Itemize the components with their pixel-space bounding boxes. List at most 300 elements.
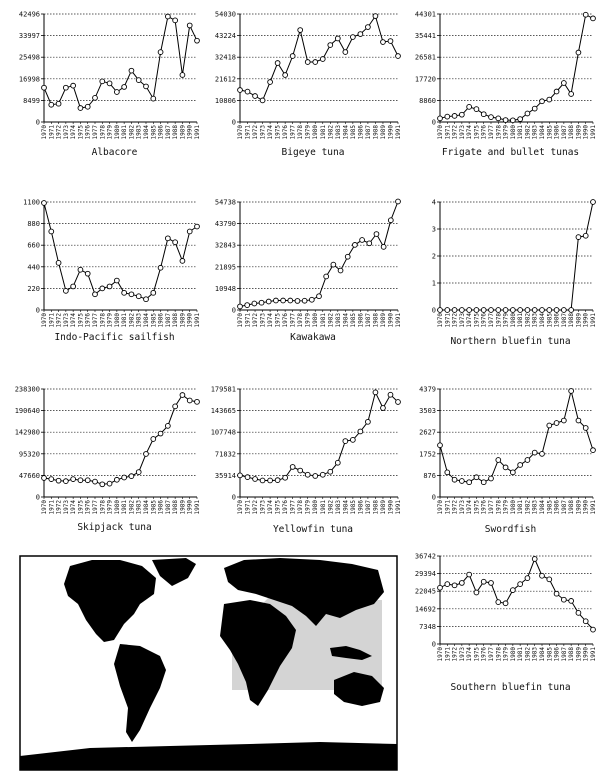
- data-point: [187, 398, 192, 403]
- x-tick-label: 1971: [48, 125, 56, 140]
- data-point: [445, 470, 450, 475]
- x-tick-label: 1989: [379, 500, 387, 515]
- data-point: [474, 590, 479, 595]
- data-point: [290, 465, 295, 470]
- data-point: [317, 294, 322, 299]
- y-tick-label: 44301: [414, 10, 436, 19]
- data-point: [151, 437, 156, 442]
- y-tick-label: 440: [27, 263, 40, 272]
- x-tick-label: 1987: [560, 125, 568, 140]
- x-tick-label: 1977: [289, 313, 297, 328]
- data-point: [459, 308, 464, 313]
- data-point: [388, 392, 393, 397]
- x-tick-label: 1982: [128, 313, 136, 328]
- data-point: [518, 308, 523, 313]
- x-tick-label: 1978: [297, 125, 305, 140]
- data-point: [373, 14, 378, 19]
- x-tick-label: 1975: [473, 313, 481, 328]
- x-tick-label: 1980: [312, 500, 320, 515]
- x-tick-label: 1974: [70, 313, 78, 328]
- x-tick-label: 1984: [539, 313, 546, 328]
- data-point: [474, 308, 479, 313]
- data-point: [63, 288, 68, 293]
- data-point: [56, 260, 61, 265]
- data-point: [583, 426, 588, 431]
- x-tick-label: 1970: [437, 125, 444, 140]
- x-tick-label: 1971: [48, 313, 56, 328]
- x-tick-label: 1988: [172, 313, 180, 328]
- data-point: [158, 50, 163, 55]
- data-point: [503, 601, 508, 606]
- x-tick-label: 1973: [259, 125, 267, 140]
- chart-title: Yellowfin tuna: [272, 524, 354, 535]
- data-point: [252, 301, 257, 306]
- y-tick-label: 1752: [419, 450, 436, 459]
- data-point: [525, 111, 530, 116]
- data-point: [144, 452, 149, 457]
- x-tick-label: 1988: [172, 500, 180, 515]
- data-point: [452, 583, 457, 588]
- chart-panel: [23, 199, 201, 344]
- x-tick-label: 1986: [553, 313, 561, 328]
- data-point: [445, 308, 450, 313]
- x-tick-label: 1986: [553, 500, 561, 515]
- data-point: [591, 627, 596, 632]
- data-point: [540, 308, 545, 313]
- data-point: [388, 39, 393, 44]
- series-line: [440, 391, 593, 482]
- data-point: [42, 85, 47, 90]
- data-point: [525, 576, 530, 581]
- x-tick-label: 1988: [372, 500, 380, 515]
- data-point: [42, 201, 47, 206]
- x-tick-label: 1981: [517, 647, 525, 662]
- x-tick-label: 1973: [259, 313, 267, 328]
- data-point: [540, 573, 545, 578]
- x-tick-label: 1987: [560, 647, 568, 662]
- data-point: [259, 300, 264, 305]
- x-tick-label: 1981: [319, 125, 327, 140]
- data-point: [547, 423, 552, 428]
- data-point: [245, 303, 250, 308]
- x-tick-label: 1979: [106, 313, 114, 328]
- data-point: [275, 61, 280, 66]
- data-point: [302, 298, 307, 303]
- x-tick-label: 1983: [334, 500, 342, 515]
- x-tick-label: 1970: [237, 125, 244, 140]
- x-tick-label: 1987: [164, 500, 172, 515]
- x-tick-label: 1975: [473, 647, 481, 662]
- chart-title: Indo-Pacific sailfish: [54, 332, 175, 343]
- data-point: [540, 99, 545, 104]
- x-tick-label: 1973: [458, 647, 466, 662]
- y-tick-label: 2: [431, 252, 436, 261]
- x-tick-label: 1979: [304, 125, 312, 140]
- data-point: [42, 476, 47, 481]
- data-point: [381, 406, 386, 411]
- data-point: [107, 284, 112, 289]
- data-point: [467, 572, 472, 577]
- y-tick-label: 7348: [419, 622, 436, 631]
- data-point: [445, 582, 450, 587]
- data-point: [245, 89, 250, 94]
- data-point: [496, 308, 501, 313]
- x-tick-label: 1986: [553, 647, 561, 662]
- y-tick-label: 32843: [214, 241, 236, 250]
- data-point: [481, 480, 486, 485]
- x-tick-label: 1985: [546, 313, 554, 328]
- x-tick-label: 1981: [121, 500, 129, 515]
- x-tick-label: 1975: [274, 313, 282, 328]
- x-tick-label: 1979: [304, 313, 312, 328]
- y-tick-label: 880: [27, 220, 40, 229]
- y-tick-label: 0: [231, 306, 236, 315]
- y-tick-label: 25498: [18, 53, 40, 62]
- x-tick-label: 1987: [164, 313, 172, 328]
- data-point: [452, 477, 457, 482]
- data-point: [122, 475, 127, 480]
- x-tick-label: 1983: [531, 500, 539, 515]
- data-point: [93, 95, 98, 100]
- data-point: [350, 437, 355, 442]
- y-tick-label: 42496: [18, 10, 40, 19]
- y-tick-label: 142980: [14, 428, 40, 437]
- data-point: [569, 389, 574, 394]
- x-tick-label: 1974: [267, 125, 275, 140]
- y-tick-label: 4: [431, 198, 436, 207]
- x-tick-label: 1974: [466, 313, 474, 328]
- chart-title: Northern bluefin tuna: [450, 336, 571, 347]
- y-tick-label: 29394: [414, 570, 436, 579]
- x-tick-label: 1979: [106, 125, 114, 140]
- data-point: [71, 83, 76, 88]
- x-tick-label: 1970: [237, 313, 244, 328]
- x-tick-label: 1972: [55, 313, 63, 328]
- x-tick-label: 1990: [186, 125, 194, 140]
- data-point: [100, 286, 105, 291]
- x-tick-label: 1979: [304, 500, 312, 515]
- x-tick-label: 1975: [473, 125, 481, 140]
- data-point: [335, 36, 340, 41]
- y-tick-label: 21895: [214, 263, 236, 272]
- x-tick-label: 1972: [252, 500, 260, 515]
- data-point: [165, 14, 170, 19]
- x-tick-label: 1986: [357, 500, 365, 515]
- y-tick-label: 660: [27, 241, 40, 250]
- data-point: [576, 235, 581, 240]
- x-tick-label: 1972: [451, 647, 459, 662]
- x-tick-label: 1986: [157, 313, 165, 328]
- x-tick-label: 1970: [437, 500, 444, 515]
- data-point: [496, 458, 501, 463]
- data-point: [345, 254, 350, 259]
- x-tick-label: 1970: [41, 125, 48, 140]
- chart-panel: [432, 199, 597, 348]
- x-tick-label: 1990: [582, 500, 590, 515]
- data-point: [114, 477, 119, 482]
- data-point: [510, 118, 515, 123]
- x-tick-label: 1987: [364, 500, 372, 515]
- x-tick-label: 1972: [451, 500, 459, 515]
- data-point: [268, 80, 273, 85]
- data-point: [343, 50, 348, 55]
- data-point: [290, 54, 295, 59]
- data-point: [173, 240, 178, 245]
- y-tick-label: 2627: [419, 428, 436, 437]
- y-tick-label: 0: [431, 306, 436, 315]
- data-point: [187, 229, 192, 234]
- x-tick-label: 1971: [244, 313, 252, 328]
- chart-panel: [419, 386, 597, 536]
- x-tick-label: 1975: [274, 125, 282, 140]
- data-point: [136, 78, 141, 83]
- x-tick-label: 1981: [517, 125, 525, 140]
- x-tick-label: 1973: [458, 125, 466, 140]
- data-point: [93, 479, 98, 484]
- x-tick-label: 1986: [157, 125, 165, 140]
- data-point: [496, 116, 501, 121]
- data-point: [295, 299, 300, 304]
- x-tick-label: 1978: [495, 500, 503, 515]
- data-point: [180, 259, 185, 264]
- x-tick-label: 1972: [55, 500, 63, 515]
- x-tick-label: 1982: [524, 500, 532, 515]
- x-tick-label: 1979: [106, 500, 114, 515]
- data-point: [288, 298, 293, 303]
- data-point: [481, 112, 486, 117]
- data-point: [467, 480, 472, 485]
- data-point: [309, 297, 314, 302]
- x-tick-label: 1977: [488, 500, 495, 515]
- x-tick-label: 1980: [312, 313, 320, 328]
- x-tick-label: 1987: [364, 313, 372, 328]
- x-tick-label: 1988: [172, 125, 180, 140]
- data-point: [532, 106, 537, 111]
- x-tick-label: 1971: [444, 313, 452, 328]
- x-tick-label: 1978: [99, 500, 107, 515]
- x-tick-label: 1989: [575, 125, 583, 140]
- x-tick-label: 1985: [546, 500, 554, 515]
- data-point: [100, 482, 105, 487]
- data-point: [489, 115, 494, 120]
- data-point: [561, 418, 566, 423]
- data-point: [260, 98, 265, 103]
- x-tick-label: 1988: [568, 647, 576, 662]
- data-point: [298, 28, 303, 33]
- x-tick-label: 1972: [252, 313, 260, 328]
- x-tick-label: 1977: [488, 647, 495, 662]
- data-point: [107, 481, 112, 486]
- data-point: [358, 32, 363, 37]
- data-point: [583, 233, 588, 238]
- series-line: [240, 202, 398, 307]
- data-point: [381, 244, 386, 249]
- chart-panel: [215, 11, 402, 159]
- data-point: [298, 468, 303, 473]
- x-tick-label: 1988: [372, 313, 380, 328]
- x-tick-label: 1982: [128, 125, 136, 140]
- x-tick-label: 1989: [179, 313, 187, 328]
- x-tick-label: 1976: [480, 313, 488, 328]
- data-point: [238, 88, 243, 93]
- data-point: [275, 478, 280, 483]
- x-tick-label: 1978: [297, 500, 305, 515]
- x-tick-label: 1984: [143, 313, 150, 328]
- data-point: [438, 116, 443, 121]
- data-point: [129, 68, 134, 73]
- data-point: [554, 89, 559, 94]
- x-tick-label: 1985: [546, 125, 554, 140]
- data-point: [373, 390, 378, 395]
- y-tick-label: 35441: [414, 32, 436, 41]
- data-point: [71, 284, 76, 289]
- x-tick-label: 1988: [568, 500, 576, 515]
- x-tick-label: 1982: [128, 500, 136, 515]
- data-point: [561, 597, 566, 602]
- x-tick-label: 1991: [590, 125, 597, 140]
- data-point: [532, 557, 537, 562]
- x-tick-label: 1977: [488, 125, 495, 140]
- data-point: [350, 35, 355, 40]
- x-tick-label: 1979: [502, 312, 510, 328]
- y-tick-label: 0: [431, 118, 436, 127]
- y-tick-label: 21612: [214, 75, 236, 84]
- y-tick-label: 3: [431, 225, 436, 234]
- x-tick-label: 1983: [531, 313, 539, 328]
- y-tick-label: 36742: [414, 552, 436, 561]
- y-tick-label: 17720: [414, 75, 436, 84]
- x-tick-label: 1978: [297, 313, 305, 328]
- chart-panel: [211, 386, 402, 536]
- data-point: [122, 290, 127, 295]
- x-tick-label: 1976: [282, 313, 290, 328]
- x-tick-label: 1985: [150, 125, 158, 140]
- data-point: [438, 443, 443, 448]
- chart-title: Swordfish: [484, 524, 537, 535]
- y-tick-label: 8499: [23, 96, 40, 105]
- data-point: [503, 308, 508, 313]
- x-tick-label: 1979: [502, 499, 510, 515]
- data-point: [481, 579, 486, 584]
- x-tick-label: 1988: [568, 313, 576, 328]
- x-tick-label: 1974: [466, 500, 474, 515]
- data-point: [452, 308, 457, 313]
- data-point: [180, 393, 185, 398]
- x-tick-label: 1971: [244, 500, 252, 515]
- y-tick-label: 10948: [214, 284, 236, 293]
- y-tick-label: 47660: [18, 471, 40, 480]
- y-tick-label: 32418: [214, 53, 236, 62]
- x-tick-label: 1978: [495, 647, 503, 662]
- data-point: [260, 478, 265, 483]
- x-tick-label: 1970: [41, 500, 48, 515]
- data-point: [576, 418, 581, 423]
- world-map-panel: [20, 556, 397, 770]
- data-point: [56, 478, 61, 483]
- chart-title: Skipjack tuna: [77, 522, 152, 533]
- data-point: [496, 600, 501, 605]
- data-point: [266, 299, 271, 304]
- x-tick-label: 1987: [560, 500, 568, 515]
- data-point: [195, 224, 200, 229]
- data-point: [358, 429, 363, 434]
- x-tick-label: 1991: [590, 500, 597, 515]
- data-point: [85, 271, 90, 276]
- x-tick-label: 1974: [267, 500, 275, 515]
- data-point: [283, 73, 288, 78]
- x-tick-label: 1977: [92, 500, 99, 515]
- x-tick-label: 1985: [349, 313, 357, 328]
- data-point: [438, 308, 443, 313]
- data-point: [313, 474, 318, 479]
- data-point: [510, 588, 515, 593]
- series-line: [240, 392, 398, 480]
- x-tick-label: 1970: [437, 647, 444, 662]
- data-point: [63, 479, 68, 484]
- data-point: [561, 308, 566, 313]
- x-tick-label: 1979: [502, 124, 510, 140]
- y-tick-label: 0: [431, 640, 436, 649]
- y-tick-label: 0: [35, 306, 40, 315]
- y-tick-label: 238300: [14, 385, 40, 394]
- x-tick-label: 1984: [539, 125, 546, 140]
- data-point: [253, 477, 258, 482]
- x-tick-label: 1982: [327, 500, 335, 515]
- data-point: [489, 581, 494, 586]
- x-tick-label: 1982: [524, 125, 532, 140]
- x-tick-label: 1973: [458, 500, 466, 515]
- x-tick-label: 1972: [55, 125, 63, 140]
- data-point: [474, 107, 479, 112]
- x-tick-label: 1976: [282, 500, 290, 515]
- x-tick-label: 1985: [349, 125, 357, 140]
- y-tick-label: 1100: [23, 198, 40, 207]
- x-tick-label: 1973: [259, 500, 267, 515]
- y-tick-label: 54030: [214, 10, 236, 19]
- data-point: [366, 419, 371, 424]
- x-tick-label: 1980: [509, 500, 517, 515]
- y-tick-label: 10806: [214, 96, 236, 105]
- x-tick-label: 1975: [274, 500, 282, 515]
- data-point: [374, 232, 379, 237]
- data-point: [136, 470, 141, 475]
- x-tick-label: 1975: [77, 125, 85, 140]
- x-tick-label: 1978: [99, 313, 107, 328]
- series-line: [240, 16, 398, 100]
- x-tick-label: 1990: [387, 500, 395, 515]
- x-tick-label: 1982: [524, 313, 532, 328]
- y-tick-label: 107748: [210, 428, 236, 437]
- series-line: [440, 15, 593, 121]
- x-tick-label: 1983: [135, 500, 143, 515]
- y-tick-label: 26581: [414, 53, 436, 62]
- data-point: [338, 268, 343, 273]
- y-tick-label: 33997: [18, 32, 40, 41]
- y-tick-label: 95320: [18, 450, 40, 459]
- data-point: [144, 297, 149, 302]
- x-tick-label: 1988: [568, 125, 576, 140]
- x-tick-label: 1972: [451, 125, 459, 140]
- x-tick-label: 1990: [186, 500, 194, 515]
- x-tick-label: 1971: [444, 500, 452, 515]
- data-point: [238, 473, 243, 478]
- data-point: [532, 450, 537, 455]
- data-point: [313, 60, 318, 65]
- x-tick-label: 1991: [194, 125, 201, 140]
- data-point: [238, 304, 243, 309]
- x-tick-label: 1971: [444, 647, 452, 662]
- data-point: [396, 199, 401, 204]
